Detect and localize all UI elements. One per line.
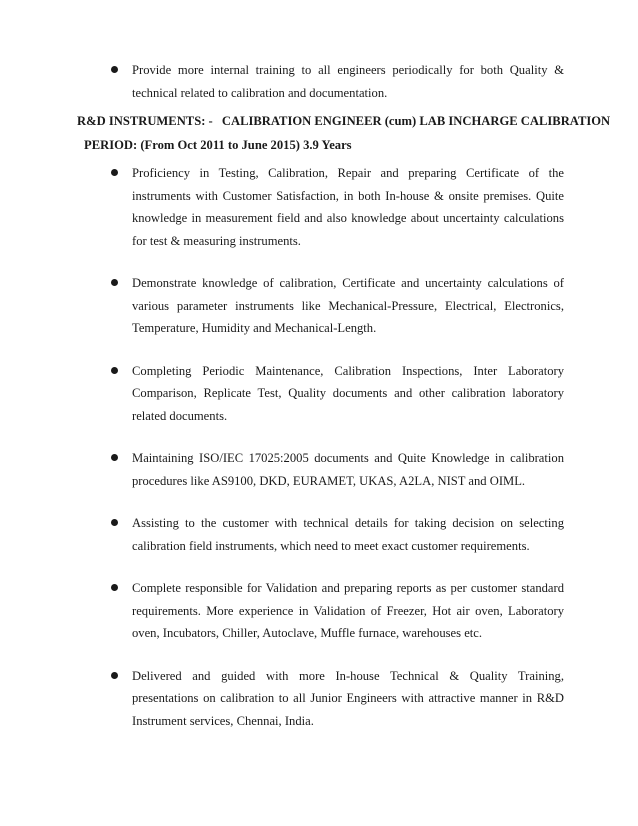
bullet-item [0, 512, 564, 557]
bullet-icon [111, 672, 118, 679]
bullet-text: Maintaining ISO/IEC 17025:2005 documents and Quite Knowledge in calibration procedures like AS9100, DKD, EURAMET, UKAS, A2LA, NIST and OIML. [132, 451, 564, 488]
bullet-icon [111, 454, 118, 461]
bullet-item [0, 665, 564, 733]
bullet-text: Provide more internal training to all engineers periodically for both Quality & technical related to calibration and documentation. [132, 63, 564, 100]
bullet-icon [111, 169, 118, 176]
responsibilities-list [0, 162, 638, 732]
company-name: R&D INSTRUMENTS: - [77, 114, 213, 128]
bullet-item [0, 360, 564, 428]
bullet-icon [111, 584, 118, 591]
job-period: PERIOD: (From Oct 2011 to June 2015) 3.9 Years [84, 138, 352, 152]
bullet-icon [111, 367, 118, 374]
bullet-text: Delivered and guided with more In-house Technical & Quality Training, presentations on calibration to all Junior Engineers with attractive manner in R&D Instrument services, Chennai, India. [132, 668, 564, 728]
bullet-text: Complete responsible for Validation and preparing reports as per customer standard requirements. More experience in Validation of Freezer, Hot air oven, Laboratory oven, Incubators, Chiller, Autoclave, Muffle furnace, warehouses etc. [132, 581, 564, 640]
intro-bullet-list [0, 59, 638, 104]
bullet-text: Completing Periodic Maintenance, Calibration Inspections, Inter Laboratory Comparison, Replicate Test, Quality documents and other calibration laboratory related documents. [132, 363, 564, 423]
bullet-item [0, 447, 564, 492]
job-title: CALIBRATION ENGINEER (cum) LAB INCHARGE CALIBRATION [221, 114, 611, 128]
bullet-icon [111, 519, 118, 526]
bullet-item [0, 162, 564, 252]
bullet-item [0, 272, 564, 340]
bullet-item [0, 577, 564, 645]
bullet-item [0, 59, 564, 104]
bullet-text: Proficiency in Testing, Calibration, Repair and preparing Certificate of the instruments with Customer Satisfaction, in both In-house & onsite premises. Quite knowledge in measurement field and also knowledge about uncertainty calculations for test & measuring instruments. [132, 166, 564, 248]
bullet-icon [111, 66, 118, 73]
bullet-icon [111, 279, 118, 286]
bullet-text: Demonstrate knowledge of calibration, Certificate and uncertainty calculations of various parameter instruments like Mechanical-Pressure, Electrical, Electronics, Temperature, Humidity and Mechanical-Length. [132, 276, 564, 335]
job-heading [77, 112, 610, 130]
bullet-text: Assisting to the customer with technical details for taking decision on selecting calibration field instruments, which need to meet exact customer requirements. [132, 516, 564, 553]
